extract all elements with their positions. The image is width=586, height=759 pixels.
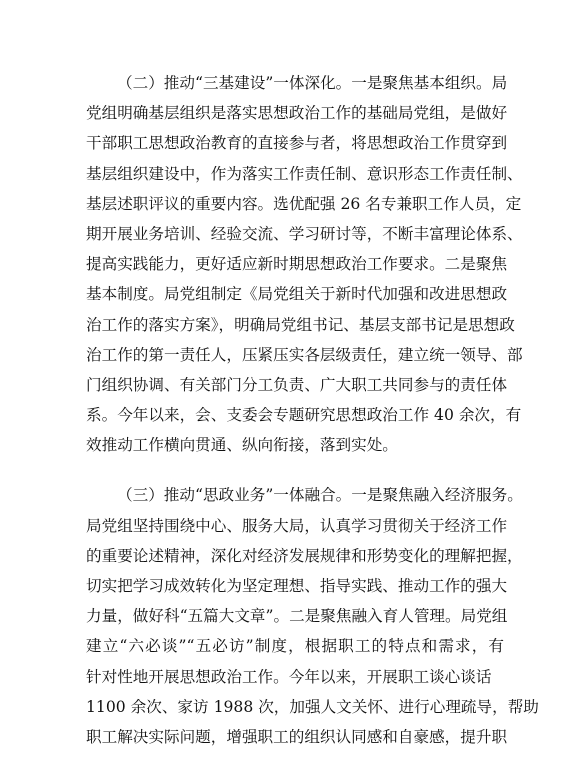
paragraph-line: 基层组织建设中，作为落实工作责任制、意识形态工作责任制、 — [86, 164, 523, 183]
section-3-paragraph — [86, 480, 539, 752]
paragraph-line: 治工作的落实方案》，明确局党组书记、基层支部书记是思想政 — [86, 315, 515, 334]
paragraph-line: 治工作的第一责任人，压紧压实各层级责任，建立统一领导、部 — [86, 345, 523, 364]
paragraph-line: 切实把学习成效转化为坚定理想、指导实践、推动工作的强大 — [86, 577, 508, 595]
paragraph-line: 的重要论述精神，深化对经济发展规律和形势变化的理解把握， — [86, 546, 523, 565]
paragraph-gap — [86, 460, 504, 480]
paragraph-line: 基本制度。局党组制定《局党组关于新时代加强和改进思想政 — [86, 285, 508, 304]
paragraph-line: 门组织协调、有关部门分工负责、广大职工共同参与的责任体 — [86, 375, 508, 394]
paragraph-line: 建立“六必谈”“五必访”制度，根据职工的特点和需求，有 — [86, 637, 504, 656]
paragraph-line: 提高实践能力，更好适应新时期思想政治工作要求。二是聚焦 — [86, 255, 508, 274]
paragraph-line: 局党组坚持围绕中心、服务大局，认真学习贯彻关于经济工作 — [86, 516, 508, 535]
paragraph-line: （二）推动“三基建设”一体深化。一是聚焦基本组织。局 — [117, 74, 508, 92]
paragraph-line: 期开展业务培训、经验交流、学习研讨等，不断丰富理论体系、 — [86, 224, 523, 243]
section-2-paragraph — [86, 68, 523, 460]
document-body — [86, 68, 539, 752]
paragraph-line: （三）推动“思政业务”一体融合。一是聚焦融入经济服务。 — [117, 486, 523, 505]
paragraph-line: 干部职工思想政治教育的直接参与者，将思想政治工作贯穿到 — [86, 134, 508, 153]
paragraph-line: 1100 余次、家访 1988 次，加强人文关怀、进行心理疏导，帮助 — [86, 697, 539, 716]
paragraph-line: 系。今年以来，会、支委会专题研究思想政治工作 40 余次，有 — [86, 406, 522, 425]
paragraph-line: 党组明确基层组织是落实思想政治工作的基础局党组，是做好 — [86, 104, 508, 123]
paragraph-line: 基层述职评议的重要内容。选优配强 26 名专兼职工作人员，定 — [86, 194, 522, 213]
paragraph-line: 职工解决实际问题，增强职工的组织认同感和自豪感，提升职 — [86, 727, 508, 746]
paragraph-line: 效推动工作横向贯通、纵向衔接，落到实处。 — [86, 436, 398, 455]
paragraph-line: 力量，做好科“五篇大文章”。二是聚焦融入育人管理。局党组 — [86, 607, 508, 626]
paragraph-line: 针对性地开展思想政治工作。今年以来，开展职工谈心谈话 — [86, 667, 492, 686]
